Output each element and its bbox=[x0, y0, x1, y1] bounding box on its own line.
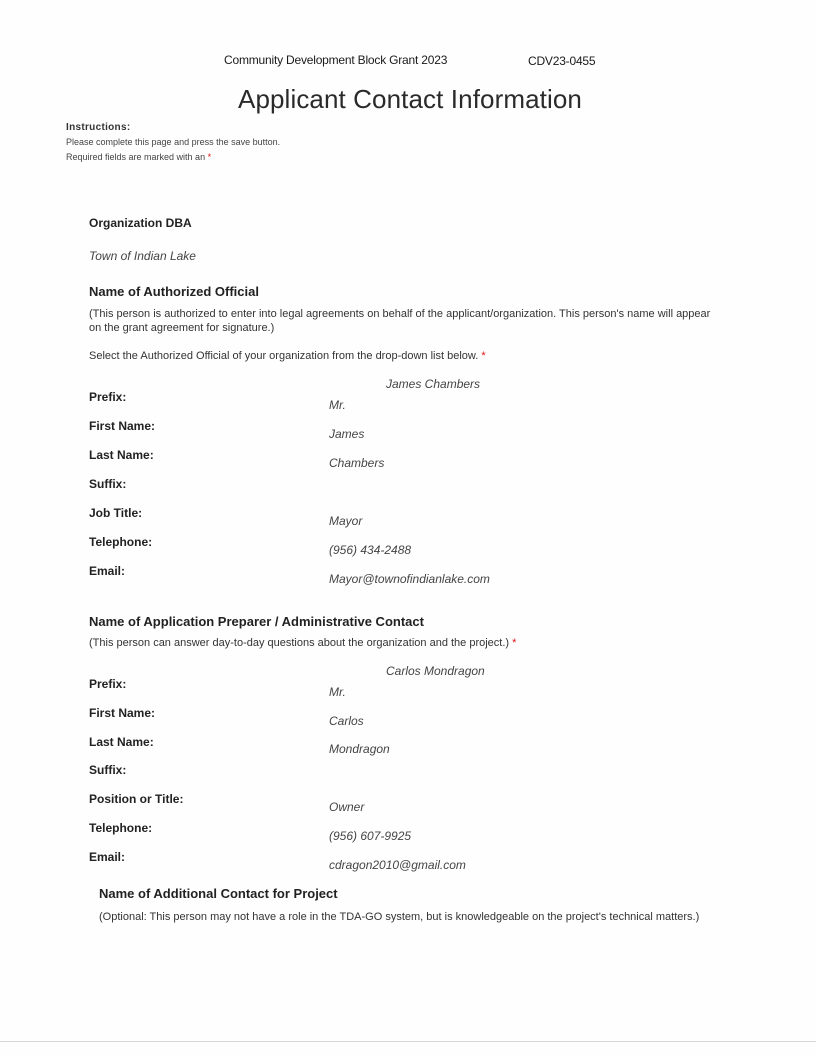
organization-value: Town of Indian Lake bbox=[89, 249, 196, 263]
prep-first-name-value[interactable]: Carlos bbox=[329, 714, 364, 728]
authorized-official-note: (This person is authorized to enter into legal agreements on behalf of the applicant/organization. This person's name will appear on the grant agreement for signature.) bbox=[89, 308, 711, 334]
prep-last-name-label: Last Name: bbox=[89, 735, 154, 749]
ao-first-name-value[interactable]: James bbox=[329, 427, 365, 441]
prep-prefix-label: Prefix: bbox=[89, 677, 127, 691]
prep-position-value[interactable]: Owner bbox=[329, 800, 365, 814]
instructions-line-2 bbox=[66, 152, 211, 162]
ao-job-title-value[interactable]: Mayor bbox=[329, 514, 363, 528]
prep-telephone-value[interactable]: (956) 607-9925 bbox=[329, 829, 412, 843]
instructions-line-2-text: Required fields are marked with an bbox=[66, 152, 206, 162]
ao-prefix-label: Prefix: bbox=[89, 390, 127, 404]
prep-prefix-value[interactable]: Mr. bbox=[329, 685, 346, 699]
instructions-label: Instructions: bbox=[66, 122, 131, 133]
prep-telephone-label: Telephone: bbox=[89, 821, 153, 835]
program-name: Community Development Block Grant 2023 bbox=[224, 53, 448, 67]
authorized-official-prompt bbox=[89, 349, 486, 363]
ao-suffix-label: Suffix: bbox=[89, 477, 127, 491]
authorized-official-dropdown[interactable]: James Chambers bbox=[386, 377, 481, 391]
authorized-official-prompt-text: Select the Authorized Official of your organization from the drop-down list below. bbox=[89, 350, 479, 362]
ao-first-name-label: First Name: bbox=[89, 419, 156, 433]
page-title: Applicant Contact Information bbox=[238, 84, 582, 114]
preparer-dropdown[interactable]: Carlos Mondragon bbox=[386, 664, 485, 678]
prep-email-value[interactable]: cdragon2010@gmail.com bbox=[329, 858, 466, 872]
prep-first-name-label: First Name: bbox=[89, 706, 156, 720]
instructions-line-1: Please complete this page and press the save button. bbox=[66, 137, 281, 147]
ao-email-label: Email: bbox=[89, 564, 126, 578]
additional-contact-heading: Name of Additional Contact for Project bbox=[99, 886, 338, 901]
ao-job-title-label: Job Title: bbox=[89, 506, 143, 520]
organization-label: Organization DBA bbox=[89, 216, 192, 230]
required-marker: * bbox=[481, 350, 486, 362]
prep-suffix-label: Suffix: bbox=[89, 763, 127, 777]
prep-last-name-value[interactable]: Mondragon bbox=[329, 742, 390, 756]
required-marker: * bbox=[207, 152, 212, 162]
preparer-note-text: (This person can answer day-to-day questions about the organization and the project.) bbox=[89, 637, 510, 649]
ao-last-name-label: Last Name: bbox=[89, 448, 154, 462]
preparer-heading: Name of Application Preparer / Administrative Contact bbox=[89, 614, 424, 629]
preparer-note bbox=[89, 636, 516, 650]
page-edge-divider bbox=[0, 1041, 816, 1042]
authorized-official-heading: Name of Authorized Official bbox=[89, 284, 259, 299]
ao-prefix-value[interactable]: Mr. bbox=[329, 398, 346, 412]
ao-email-value[interactable]: Mayor@townofindianlake.com bbox=[329, 572, 490, 586]
required-marker: * bbox=[512, 637, 517, 649]
ao-telephone-value[interactable]: (956) 434-2488 bbox=[329, 543, 412, 557]
additional-contact-note: (Optional: This person may not have a role in the TDA-GO system, but is knowledgeable on the project's technical matters.) bbox=[99, 911, 700, 923]
ao-telephone-label: Telephone: bbox=[89, 535, 153, 549]
application-code: CDV23-0455 bbox=[528, 54, 596, 68]
prep-email-label: Email: bbox=[89, 850, 126, 864]
prep-position-label: Position or Title: bbox=[89, 792, 184, 806]
ao-last-name-value[interactable]: Chambers bbox=[329, 456, 385, 470]
